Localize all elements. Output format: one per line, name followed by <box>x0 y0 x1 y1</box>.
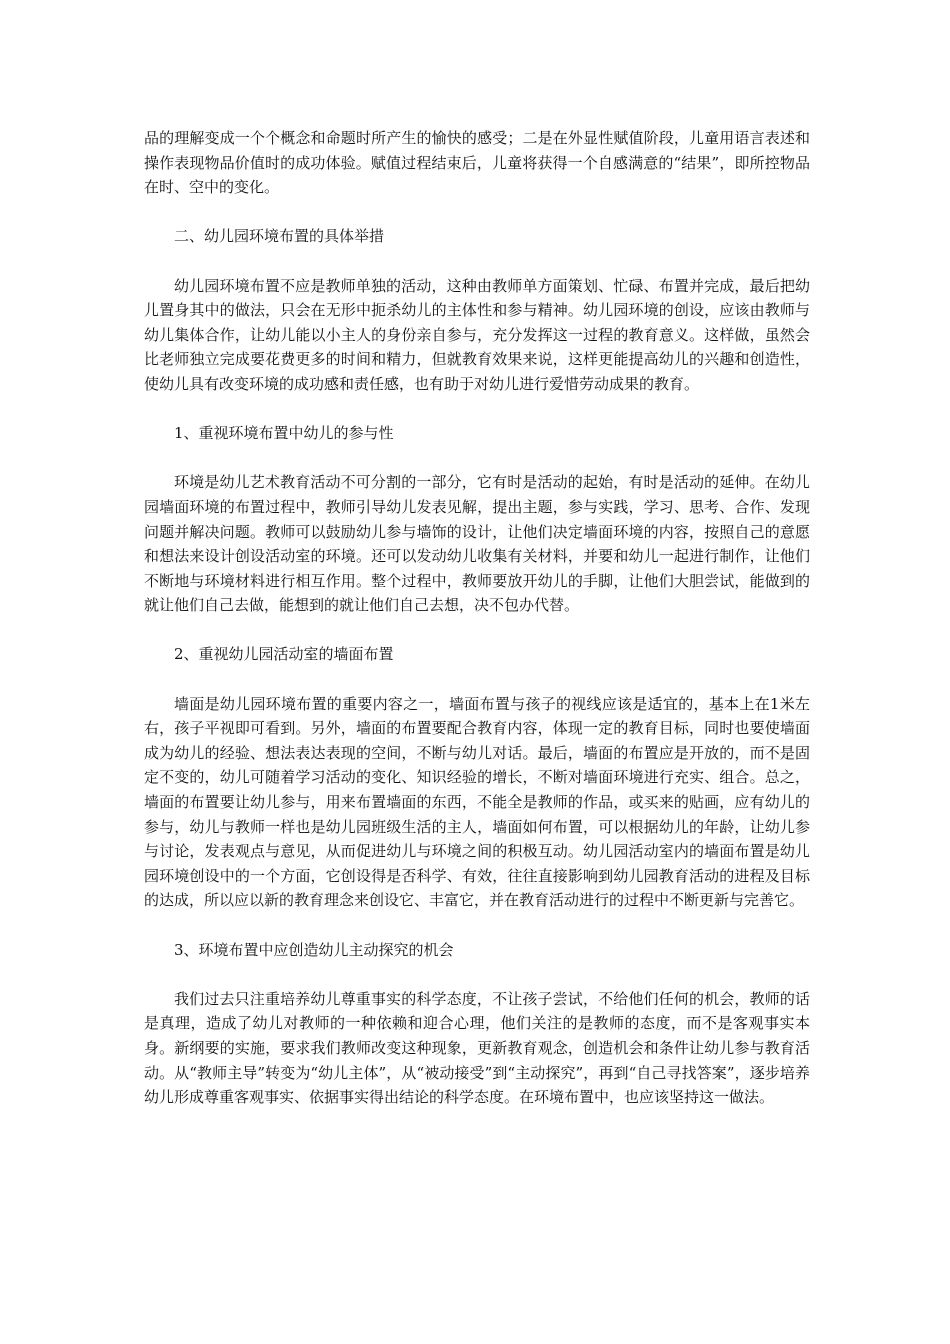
subheading-2: 2、重视幼儿园活动室的墙面布置 <box>174 645 394 664</box>
paragraph-gap <box>144 446 810 471</box>
paragraph-gap <box>144 397 810 422</box>
paragraph-gap <box>144 913 810 938</box>
section-heading-2: 二、幼儿园环境布置的具体举措 <box>174 227 385 246</box>
subheading-3: 3、环境布置中应创造幼儿主动探究的机会 <box>174 940 454 959</box>
paragraph-exploration: 我们过去只注重培养幼儿尊重事实的科学态度，不让孩子尝试，不给他们任何的机会，教师的话是真理，造成了幼儿对教师的一种依赖和迎合心理，他们关注的是教师的态度，而不是客观事实本身。新纲要的实施，要求我们教师改变这种现象，更新教育观念，创造机会和条件让幼儿参与教育活动。从“教师主导”转变为“幼儿主体”，从“被动接受”到“主动探究”，再到“自己寻找答案”，逐步培养幼儿形成尊重客观事实、依据事实得出结论的科学态度。在环境布置中，也应该坚持这一做法。 <box>144 989 810 1107</box>
paragraph-gap <box>144 667 810 692</box>
paragraph-gap <box>144 249 810 274</box>
document-body <box>144 126 810 1110</box>
paragraph-gap <box>144 962 810 987</box>
paragraph-environment-intro: 幼儿园环境布置不应是教师单独的活动，这种由教师单方面策划、忙碌、布置并完成，最后把幼儿置身其中的做法，只会在无形中扼杀幼儿的主体性和参与精神。幼儿园环境的创设，应该由教师与幼儿集体合作，让幼儿能以小主人的身份亲自参与，充分发挥这一过程的教育意义。这样做，虽然会比老师独立完成要花费更多的时间和精力，但就教育效果来说，这样更能提高幼儿的兴趣和创造性，使幼儿具有改变环境的成功感和责任感，也有助于对幼儿进行爱惜劳动成果的教育。 <box>144 276 810 393</box>
subheading-1: 1、重视环境布置中幼儿的参与性 <box>174 424 394 443</box>
paragraph-participation: 环境是幼儿艺术教育活动不可分割的一部分，它有时是活动的起始，有时是活动的延伸。在幼儿园墙面环境的布置过程中，教师引导幼儿发表见解，提出主题，参与实践，学习、思考、合作、发现问题并解决问题。教师可以鼓励幼儿参与墙饰的设计，让他们决定墙面环境的内容，按照自己的意愿和想法来设计创设活动室的环境。还可以发动幼儿收集有关材料，并要和幼儿一起进行制作，让他们不断地与环境材料进行相互作用。整个过程中，教师要放开幼儿的手脚，让他们大胆尝试，能做到的就让他们自己去做，能想到的就让他们自己去想，决不包办代替。 <box>144 473 810 615</box>
paragraph-gap <box>144 200 810 225</box>
paragraph-gap <box>144 618 810 643</box>
paragraph-continuation: 品的理解变成一个个概念和命题时所产生的愉快的感受；二是在外显性赋值阶段，儿童用语言表述和操作表现物品价值时的成功体验。赋值过程结束后，儿童将获得一个自感满意的“结果”，即所控物品在时、空中的变化。 <box>144 129 810 197</box>
paragraph-wall-layout: 墙面是幼儿园环境布置的重要内容之一，墙面布置与孩子的视线应该是适宜的，基本上在1米左右，孩子平视即可看到。另外，墙面的布置要配合教育内容，体现一定的教育目标，同时也要使墙面成为幼儿的经验、想法表达表现的空间，不断与幼儿对话。最后，墙面的布置应是开放的，而不是固定不变的，幼儿可随着学习活动的变化、知识经验的增长，不断对墙面环境进行充实、组合。总之，墙面的布置要让幼儿参与，用来布置墙面的东西，不能全是教师的作品，或买来的贴画，应有幼儿的参与，幼儿与教师一样也是幼儿园班级生活的主人，墙面如何布置，可以根据幼儿的年龄，让幼儿参与讨论，发表观点与意见，从而促进幼儿与环境之间的积极互动。幼儿园活动室内的墙面布置是幼儿园环境创设中的一个方面，它创设得是否科学、有效，往往直接影响到幼儿园教育活动的进程及目标的达成，所以应以新的教育理念来创设它、丰富它，并在教育活动进行的过程中不断更新与完善它。 <box>144 694 810 910</box>
